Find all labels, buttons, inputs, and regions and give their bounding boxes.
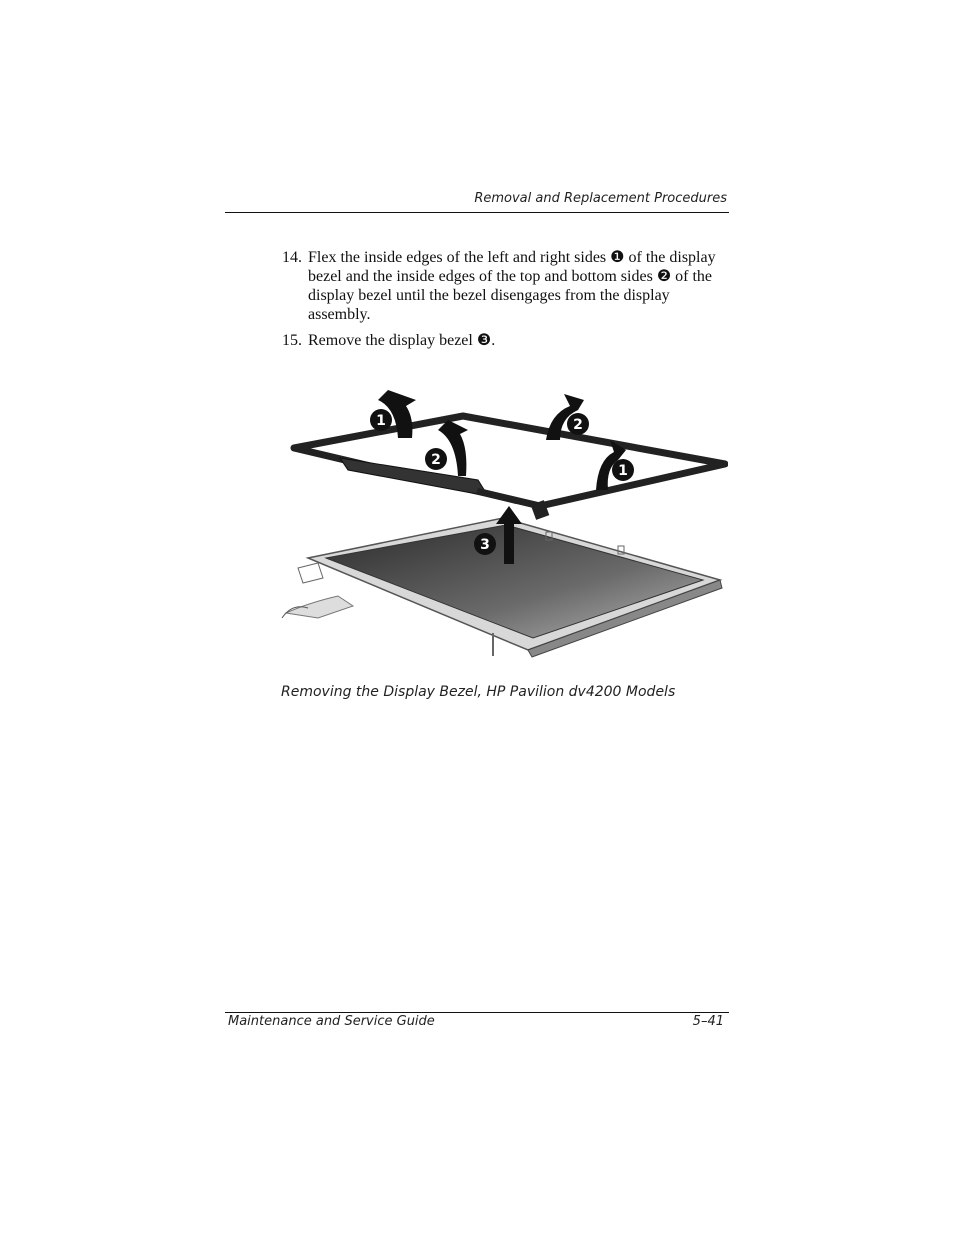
- step-text-part: .: [491, 332, 496, 349]
- step-text-part: of the display bezel until the bezel disengages from the display assembly.: [308, 268, 713, 323]
- callout-3: [474, 533, 496, 555]
- running-header: Removal and Replacement Procedures: [474, 191, 727, 206]
- callout-marker: ❶: [610, 249, 625, 266]
- callout-2-left: [425, 448, 447, 470]
- display-assembly: [282, 518, 722, 657]
- step-number: 15.: [282, 332, 302, 349]
- header-rule: [225, 212, 729, 213]
- step-text-part: Remove the display bezel: [308, 332, 477, 349]
- svg-text:2: 2: [431, 452, 441, 468]
- step-text: [308, 331, 732, 350]
- footer-rule: [225, 1012, 729, 1013]
- step-text: [308, 248, 732, 324]
- callout-2-right: [567, 413, 589, 435]
- svg-text:1: 1: [618, 463, 628, 479]
- display-bezel: [294, 416, 725, 520]
- step-text-part: of the display bezel and the inside edges of the top and bottom sides: [308, 249, 716, 285]
- bezel-removal-illustration: [278, 378, 728, 660]
- callout-marker: ❸: [476, 332, 492, 349]
- step-number: 14.: [282, 249, 302, 266]
- footer-page-number: 5–41: [692, 1014, 724, 1029]
- callout-1-left: [370, 409, 392, 431]
- step-15: [282, 331, 732, 350]
- figure-caption: Removing the Display Bezel, HP Pavilion dv4200 Models: [281, 684, 676, 700]
- procedure-steps: [282, 248, 732, 357]
- callout-1-right: [612, 459, 634, 481]
- step-text-part: Flex the inside edges of the left and right sides: [308, 249, 611, 266]
- callout-marker: ❷: [656, 268, 672, 285]
- step-14: [282, 248, 732, 324]
- svg-text:2: 2: [573, 417, 583, 433]
- footer-guide-title: Maintenance and Service Guide: [228, 1014, 435, 1029]
- svg-text:1: 1: [376, 413, 386, 429]
- svg-text:3: 3: [480, 537, 490, 553]
